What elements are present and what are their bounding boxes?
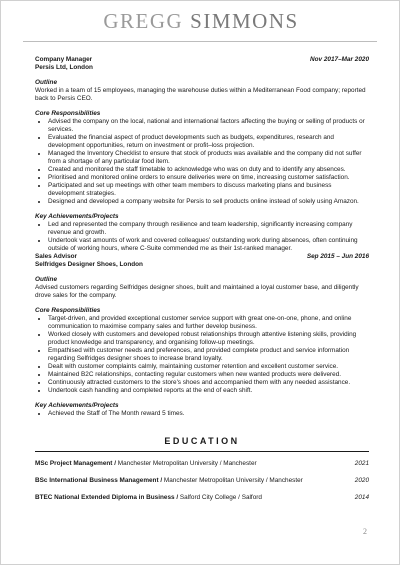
responsibilities-heading: Core Responsibilities [35, 110, 101, 117]
education-year: 2014 [354, 494, 369, 501]
list-item: Undertook vast amounts of work and covered colleagues' outstanding work during absences, often continuing outside of working hours, where C-Suite commended me as their 1st-ranked manager. [35, 237, 369, 253]
candidate-name [1, 9, 400, 34]
outline-text: Advised customers regarding Selfridges designer shoes, built and maintained a loyal customer base, and diligently drove sales for the company. [35, 284, 359, 299]
job-header [35, 56, 369, 64]
job-header [35, 253, 369, 261]
resume-content [35, 56, 369, 511]
education-item [35, 460, 369, 468]
education-heading: EDUCATION [164, 436, 240, 446]
first-name: GREGG [103, 9, 184, 33]
achievements-list [35, 410, 369, 418]
education-divider [35, 451, 369, 452]
responsibilities-list [35, 315, 369, 395]
achievements-heading: Key Achievements/Projects [35, 402, 119, 409]
education-year: 2020 [354, 477, 369, 484]
last-name: SIMMONS [190, 9, 299, 33]
list-item: Empathised with customer needs and preferences, and provided complete product and service information regarding Selfridges designer shoes to increase brand loyalty. [35, 347, 369, 363]
list-item: Participated and set up meetings with other team members to discuss marketing plans and business development strategies. [35, 182, 369, 198]
list-item: Dealt with customer complaints calmly, maintaining customer retention and excellent customer service. [35, 363, 369, 371]
list-item: Target-driven, and provided exceptional customer service support with great one-on-one, phone, and online communication to maximise company sales and further develop business. [35, 315, 369, 331]
education-item [35, 477, 369, 485]
education-year: 2021 [354, 460, 369, 467]
list-item: Managed the Inventory Checklist to ensure that stock of products was available and the company did not suffer from a shortage of any particular food item. [35, 150, 369, 166]
list-item: Created and monitored the staff timetable to acknowledge who was on duty and to identify any absences. [35, 166, 369, 174]
outline-heading: Outline [35, 276, 58, 283]
achievements-list [35, 221, 369, 253]
school-name: Manchester Metropolitan University / Manchester [162, 477, 303, 484]
job-dates: Nov 2017–Mar 2020 [310, 56, 369, 63]
list-item: Designed and developed a company website for Persis to sell products online instead of solely using Amazon. [35, 198, 369, 206]
list-item: Maintained B2C relationships, contacting regular customers when new wanted products were delivered. [35, 371, 369, 379]
outline-text: Worked in a team of 15 employees, managing the warehouse duties within a Mediterranean Food company; reported back to Persis CEO. [35, 87, 366, 102]
job-entry-1 [35, 56, 369, 253]
degree-name: BSc International Business Management / [35, 477, 163, 484]
job-title: Company Manager [35, 56, 93, 63]
job-entry-2 [35, 253, 369, 418]
list-item: Evaluated the financial aspect of product developments such as budgets, expenditures, research and development opportunities, return on investment or profit–loss projection. [35, 134, 369, 150]
school-name: Manchester Metropolitan University / Manchester [115, 460, 257, 467]
responsibilities-list [35, 118, 369, 206]
company-name: Persis Ltd, London [35, 64, 93, 71]
list-item: Worked closely with customers and developed robust relationships through attentive listening skills, providing product knowledge and transparency, and organising follow-up meetings. [35, 331, 369, 347]
outline-heading: Outline [35, 79, 58, 86]
list-item: Continuously attracted customers to the store's shoes and accompanied them with any needed assistance. [35, 379, 369, 387]
list-item: Undertook cash handling and completed reports at the end of each shift. [35, 387, 369, 395]
list-item: Prioritised and monitored online orders to ensure deliveries were on time, increasing customer satisfaction. [35, 174, 369, 182]
list-item: Advised the company on the local, national and international factors affecting the buying or selling of products or services. [35, 118, 369, 134]
page-number: 2 [363, 527, 367, 536]
degree-name: MSc Project Management / [35, 460, 116, 467]
job-title: Sales Advisor [35, 253, 78, 260]
responsibilities-heading: Core Responsibilities [35, 307, 101, 314]
achievements-heading: Key Achievements/Projects [35, 213, 119, 220]
header-divider [23, 41, 377, 42]
company-name: Selfridges Designer Shoes, London [35, 261, 143, 268]
job-dates: Sep 2015 – Jun 2016 [306, 253, 369, 260]
school-name: Salford City College / Salford [178, 494, 262, 501]
education-section [35, 436, 369, 502]
list-item: Achieved the Staff of The Month reward 5 times. [35, 410, 369, 418]
education-item [35, 494, 369, 502]
list-item: Led and represented the company through resilience and team leadership, significantly increasing company revenue and growth. [35, 221, 369, 237]
degree-name: BTEC National Extended Diploma in Business / [35, 494, 179, 501]
